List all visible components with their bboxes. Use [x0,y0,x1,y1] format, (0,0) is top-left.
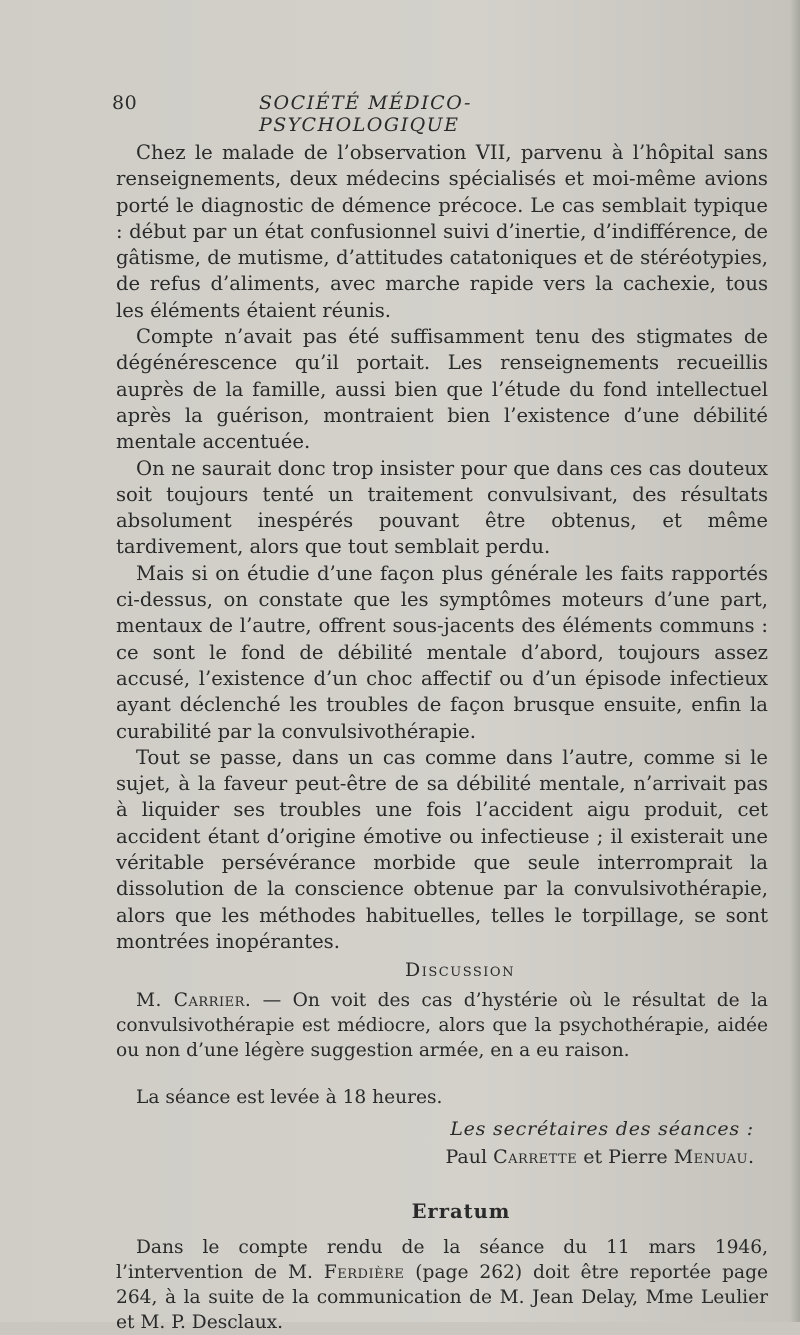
erratum-heading: Erratum [411,1199,511,1223]
signature-names [116,1143,754,1171]
paragraph-faits-rapportes: Mais si on étudie d’une façon plus générale les faits rapportés ci-dessus, on constate que les symptômes moteurs d’une part, mentaux de l’autre, offrent sous-jacents des éléments communs : ce sont le fond de débilité mentale d’abord, toujours assez accusé, l’existence d’un choc affectif ou d’un épisode infectieux ayant déclenché les troubles de façon brusque ensuite, enfin la curabilité par la convulsivothérapie. [116,561,768,743]
signature-end: . [747,1145,754,1168]
paragraph-tout-se-passe: Tout se passe, dans un cas comme dans l’autre, comme si le sujet, à la faveur peut-être de sa débilité mentale, n’arrivait pas à liquider ses troubles une fois l’accident aigu produit, cet accident étant d’origine émotive ou infectieuse ; il existerait une véritable persévérance morbide que seule interromprait la dissolution de la conscience obtenue par la convulsivothérapie, alors que les méthodes habituelles, telles le torpillage, se sont montrées inopérantes. [116,745,768,953]
paragraph-stigmates: Compte n’avait pas été suffisamment tenu des stigmates de dégénérescence qu’il portait. Les renseignements recueillis auprès de la famille, aussi bien que l’étude du fond intellectuel après la guérison, montraient bien l’existence d’une débilité mentale accentuée. [116,325,768,454]
paragraph-cas-douteux: On ne saurait donc trop insister pour que dans ces cas douteux soit toujours tenté un traitement convulsivant, des résultats absolument inespérés pouvant être obtenus, et même tardivement, alors que tout semblait perdu. [116,456,768,559]
erratum-text-2: (page 262) doit être reportée page 264, à la suite de la communication de M. Jean Delay, Mme Leulier et M. P. Desclaux. [116,1262,768,1334]
page-edge-shadow [790,0,800,1322]
page-body [116,140,768,1335]
closing-line: La séance est levée à 18 heures. [136,1086,443,1108]
erratum-surname: Ferdière [323,1262,405,1284]
erratum-paragraph [116,1235,768,1335]
signature-surname-1: Carrette [493,1145,578,1168]
signature-conjunction: et Pierre [577,1145,674,1168]
discussion-paragraph [116,988,768,1063]
signature-first-name-1: Paul [445,1145,494,1168]
discussion-speaker: M. Carrier. [136,989,252,1011]
running-title: SOCIÉTÉ MÉDICO-PSYCHOLOGIQUE [259,92,472,136]
erratum-text-1: Dans le compte rendu de la séance du 11 mars 1946, l’intervention de M. [116,1237,768,1284]
discussion-heading: Discussion [405,959,515,982]
page-number: 80 [112,92,138,114]
signature-surname-2: Menuau [673,1145,748,1168]
discussion-text: — On voit des cas d’hystérie où le résultat de la convulsivothérapie est médiocre, alors que la psychothérapie, aidée ou non d’une légère suggestion armée, en a eu raison. [116,989,769,1061]
page-header [112,92,632,136]
signature-title: Les secrétaires des séances : [450,1117,754,1140]
paragraph-observation-vii: Chez le malade de l’observation VII, parvenu à l’hôpital sans renseignements, deux médecins spécialisés et moi-même avions porté le diagnostic de démence précoce. Le cas semblait typique : début par un état confusionnel suivi d’inertie, d’indifférence, de gâtisme, de mutisme, d’attitudes catatoniques et de stéréotypies, de refus d’aliments, avec marche rapide vers la cachexie, tous les éléments étaient réunis. [116,141,768,322]
